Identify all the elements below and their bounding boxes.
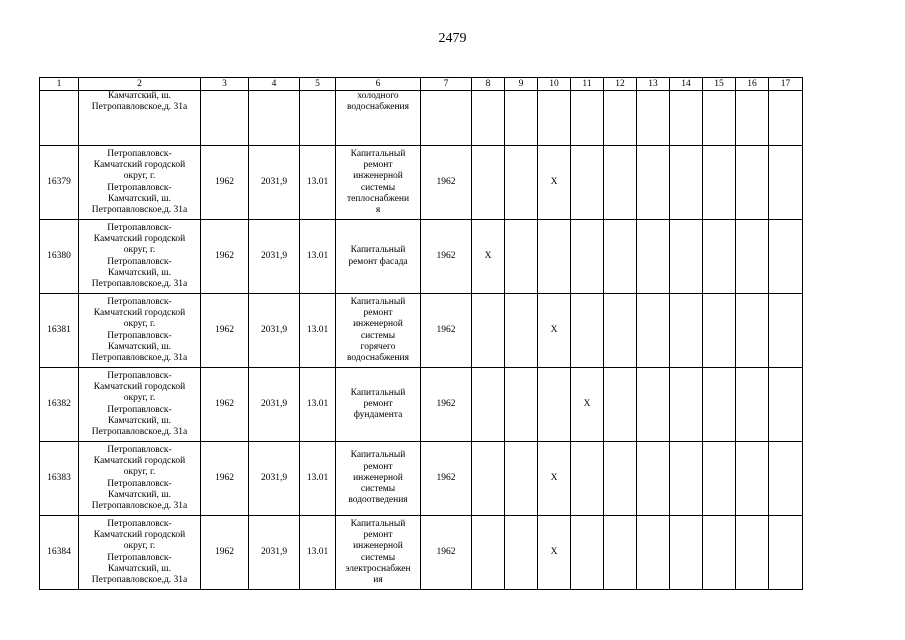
year-built-cell: 1962 <box>201 516 249 590</box>
table-row <box>40 516 803 590</box>
mark-cell <box>637 368 670 442</box>
year-built-cell: 1962 <box>201 146 249 220</box>
empty-cell <box>421 91 472 146</box>
column-number-cell: 1 <box>40 78 79 91</box>
code-cell: 13.01 <box>300 516 336 590</box>
year-cell: 1962 <box>421 516 472 590</box>
mark-cell <box>670 516 703 590</box>
empty-cell <box>300 91 336 146</box>
mark-cell <box>604 368 637 442</box>
mark-cell <box>670 294 703 368</box>
mark-cell <box>505 516 538 590</box>
code-cell: 13.01 <box>300 368 336 442</box>
mark-cell <box>472 146 505 220</box>
mark-cell <box>472 294 505 368</box>
code-cell: 13.01 <box>300 146 336 220</box>
mark-cell <box>769 368 803 442</box>
column-number-cell: 2 <box>79 78 201 91</box>
year-built-cell: 1962 <box>201 294 249 368</box>
column-number-cell: 12 <box>604 78 637 91</box>
empty-cell <box>736 91 769 146</box>
mark-cell <box>505 220 538 294</box>
address-cell: Камчатский, ш. Петропавловское,д. 31а <box>79 91 201 146</box>
mark-cell <box>670 368 703 442</box>
mark-cell <box>637 442 670 516</box>
mark-cell <box>604 146 637 220</box>
mark-cell <box>604 220 637 294</box>
mark-cell <box>472 368 505 442</box>
year-built-cell: 1962 <box>201 442 249 516</box>
mark-cell <box>703 294 736 368</box>
column-number-cell: 8 <box>472 78 505 91</box>
column-number-cell: 9 <box>505 78 538 91</box>
address-cell: Петропавловск- Камчатский городской округ, г. Петропавловск- Камчатский, ш. Петропавловское,д. 31а <box>79 442 201 516</box>
address-cell: Петропавловск- Камчатский городской округ, г. Петропавловск- Камчатский, ш. Петропавловское,д. 31а <box>79 146 201 220</box>
area-cell: 2031,9 <box>249 294 300 368</box>
row-id-cell: 16382 <box>40 368 79 442</box>
mark-cell: X <box>571 368 604 442</box>
column-number-cell: 17 <box>769 78 803 91</box>
table-row <box>40 368 803 442</box>
mark-cell: X <box>538 516 571 590</box>
mark-cell: X <box>538 294 571 368</box>
table-row <box>40 442 803 516</box>
address-cell: Петропавловск- Камчатский городской округ, г. Петропавловск- Камчатский, ш. Петропавловское,д. 31а <box>79 368 201 442</box>
code-cell: 13.01 <box>300 294 336 368</box>
column-number-cell: 16 <box>736 78 769 91</box>
year-cell: 1962 <box>421 368 472 442</box>
mark-cell <box>538 368 571 442</box>
column-number-cell: 14 <box>670 78 703 91</box>
mark-cell <box>505 294 538 368</box>
mark-cell <box>571 146 604 220</box>
address-cell: Петропавловск- Камчатский городской округ, г. Петропавловск- Камчатский, ш. Петропавловское,д. 31а <box>79 294 201 368</box>
column-number-cell: 3 <box>201 78 249 91</box>
empty-cell <box>637 91 670 146</box>
work-type-cell: Капитальный ремонт инженерной системы водоотведения <box>336 442 421 516</box>
year-cell: 1962 <box>421 442 472 516</box>
mark-cell <box>736 146 769 220</box>
empty-cell <box>505 91 538 146</box>
mark-cell <box>604 516 637 590</box>
mark-cell <box>703 516 736 590</box>
mark-cell <box>769 146 803 220</box>
data-rows <box>40 146 803 590</box>
mark-cell <box>670 220 703 294</box>
mark-cell <box>736 368 769 442</box>
mark-cell <box>571 294 604 368</box>
mark-cell <box>637 146 670 220</box>
mark-cell <box>670 442 703 516</box>
row-id-cell: 16384 <box>40 516 79 590</box>
mark-cell: X <box>538 442 571 516</box>
work-type-cell: Капитальный ремонт инженерной системы горячего водоснабжения <box>336 294 421 368</box>
table-row <box>40 294 803 368</box>
mark-cell: X <box>472 220 505 294</box>
empty-cell <box>201 91 249 146</box>
capital-repair-table <box>39 77 803 590</box>
page-number: 2479 <box>438 31 467 46</box>
mark-cell <box>736 516 769 590</box>
mark-cell <box>736 220 769 294</box>
empty-cell <box>40 91 79 146</box>
empty-cell <box>769 91 803 146</box>
mark-cell <box>505 146 538 220</box>
column-number-row <box>40 78 803 91</box>
mark-cell <box>703 368 736 442</box>
mark-cell <box>571 516 604 590</box>
column-number-cell: 11 <box>571 78 604 91</box>
mark-cell <box>637 294 670 368</box>
column-number-cell: 6 <box>336 78 421 91</box>
mark-cell <box>571 220 604 294</box>
row-id-cell: 16379 <box>40 146 79 220</box>
mark-cell <box>670 146 703 220</box>
table-row <box>40 220 803 294</box>
column-number-cell: 13 <box>637 78 670 91</box>
empty-cell <box>670 91 703 146</box>
mark-cell <box>637 220 670 294</box>
mark-cell <box>703 220 736 294</box>
year-built-cell: 1962 <box>201 368 249 442</box>
mark-cell <box>736 294 769 368</box>
mark-cell <box>703 146 736 220</box>
row-id-cell: 16381 <box>40 294 79 368</box>
mark-cell <box>538 220 571 294</box>
mark-cell <box>736 442 769 516</box>
mark-cell <box>571 442 604 516</box>
address-cell: Петропавловск- Камчатский городской округ, г. Петропавловск- Камчатский, ш. Петропавловское,д. 31а <box>79 516 201 590</box>
mark-cell <box>769 220 803 294</box>
year-built-cell: 1962 <box>201 220 249 294</box>
mark-cell <box>505 368 538 442</box>
code-cell: 13.01 <box>300 220 336 294</box>
mark-cell <box>505 442 538 516</box>
mark-cell <box>703 442 736 516</box>
column-number-cell: 4 <box>249 78 300 91</box>
column-number-cell: 5 <box>300 78 336 91</box>
area-cell: 2031,9 <box>249 146 300 220</box>
area-cell: 2031,9 <box>249 368 300 442</box>
area-cell: 2031,9 <box>249 220 300 294</box>
area-cell: 2031,9 <box>249 442 300 516</box>
empty-cell <box>249 91 300 146</box>
empty-cell <box>472 91 505 146</box>
area-cell: 2031,9 <box>249 516 300 590</box>
year-cell: 1962 <box>421 146 472 220</box>
continuation-row <box>40 91 803 146</box>
year-cell: 1962 <box>421 294 472 368</box>
empty-cell <box>538 91 571 146</box>
mark-cell <box>769 294 803 368</box>
mark-cell <box>769 442 803 516</box>
mark-cell <box>472 442 505 516</box>
mark-cell <box>604 294 637 368</box>
work-type-cell: Капитальный ремонт фасада <box>336 220 421 294</box>
column-number-cell: 10 <box>538 78 571 91</box>
table-row <box>40 146 803 220</box>
column-number-cell: 7 <box>421 78 472 91</box>
work-type-cell: Капитальный ремонт инженерной системы теплоснабжени я <box>336 146 421 220</box>
empty-cell <box>703 91 736 146</box>
mark-cell: X <box>538 146 571 220</box>
mark-cell <box>637 516 670 590</box>
year-cell: 1962 <box>421 220 472 294</box>
address-cell: Петропавловск- Камчатский городской округ, г. Петропавловск- Камчатский, ш. Петропавловское,д. 31а <box>79 220 201 294</box>
empty-cell <box>604 91 637 146</box>
work-type-cell: холодного водоснабжения <box>336 91 421 146</box>
code-cell: 13.01 <box>300 442 336 516</box>
mark-cell <box>472 516 505 590</box>
work-type-cell: Капитальный ремонт инженерной системы электроснабжен ия <box>336 516 421 590</box>
mark-cell <box>604 442 637 516</box>
mark-cell <box>769 516 803 590</box>
row-id-cell: 16383 <box>40 442 79 516</box>
work-type-cell: Капитальный ремонт фундамента <box>336 368 421 442</box>
row-id-cell: 16380 <box>40 220 79 294</box>
column-number-cell: 15 <box>703 78 736 91</box>
empty-cell <box>571 91 604 146</box>
